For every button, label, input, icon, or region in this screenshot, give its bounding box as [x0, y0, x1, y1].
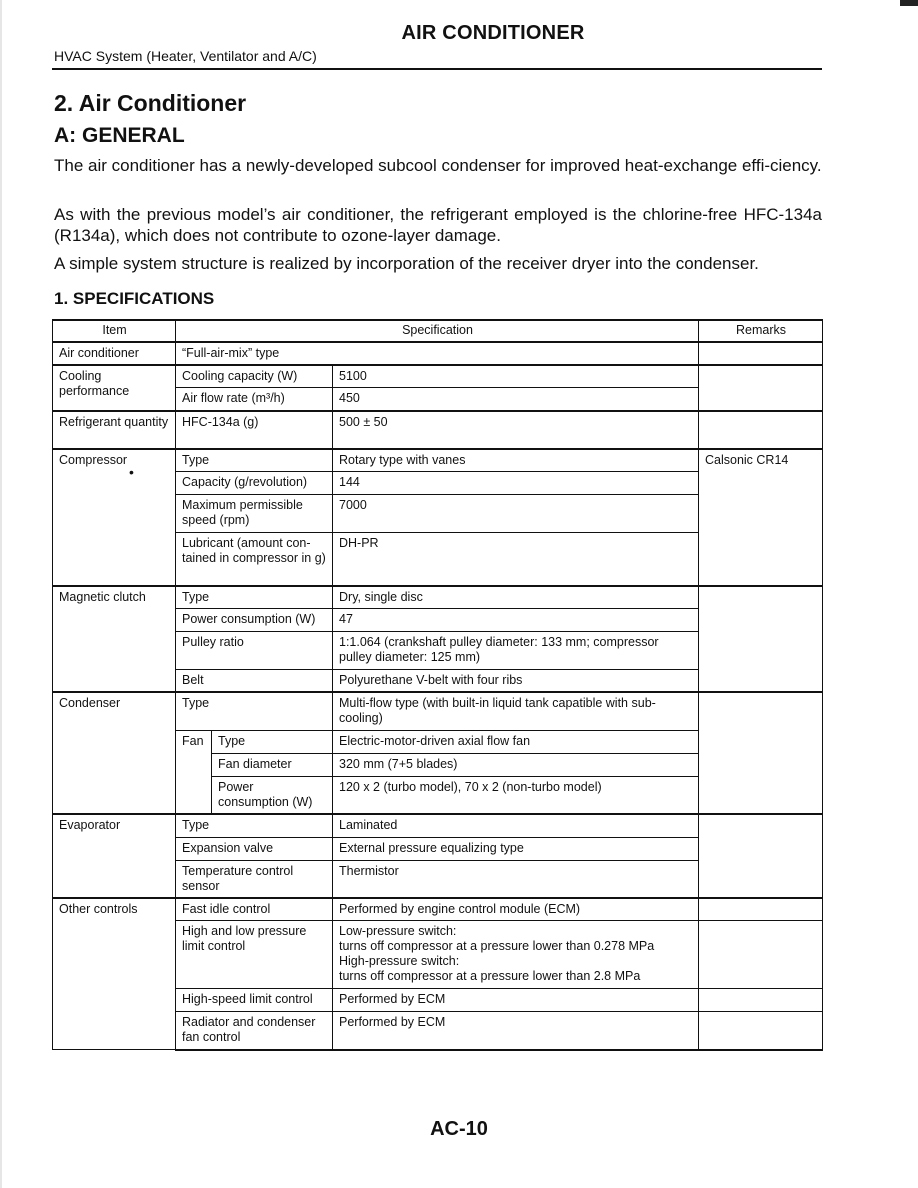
spec-label: Power consumption (W): [176, 609, 333, 632]
spec-value: 1:1.064 (crankshaft pulley diameter: 133 mm; compressor pulley diameter: 125 mm): [333, 632, 699, 670]
header-specification: Specification: [176, 320, 699, 342]
specifications-heading: 1. SPECIFICATIONS: [54, 289, 215, 308]
spec-value: [333, 921, 699, 989]
spec-value: 47: [333, 609, 699, 632]
table-row: [53, 342, 823, 365]
item-label: Compressor: [59, 452, 128, 467]
spec-label: High-speed limit control: [176, 989, 333, 1012]
remarks-cell: [699, 365, 823, 411]
spec-label: Belt: [176, 670, 333, 693]
spec-value: 500 ± 50: [333, 411, 699, 449]
page-title: [0, 22, 918, 45]
spec-value: 7000: [333, 495, 699, 533]
bullet-dot: •: [129, 463, 134, 480]
item-cell: Cooling performance: [53, 365, 176, 411]
spec-label: Pulley ratio: [176, 632, 333, 670]
spec-value: “Full-air-mix” type: [176, 342, 699, 365]
spec-label: Air flow rate (m³/h): [176, 388, 333, 411]
header-item: Item: [53, 320, 176, 342]
spec-value: DH-PR: [333, 533, 699, 586]
remarks-cell: [699, 814, 823, 898]
spec-label: High and low pressure limit control: [176, 921, 333, 989]
spec-label: Maximum permissible speed (rpm): [176, 495, 333, 533]
item-cell: Air conditioner: [53, 342, 176, 365]
table-row: [53, 365, 823, 388]
page-edge-shadow: [0, 0, 2, 1188]
spec-value: Multi-flow type (with built-in liquid tank capatible with sub-cooling): [333, 692, 699, 730]
pressure-line-1: Low-pressure switch:: [339, 924, 457, 938]
corner-mark: [900, 0, 918, 6]
item-cell: Other controls: [53, 898, 176, 1050]
table-header-row: [53, 320, 823, 342]
section-heading: 2. Air Conditioner: [54, 90, 247, 116]
remarks-cell: Calsonic CR14: [699, 449, 823, 586]
spec-value: 120 x 2 (turbo model), 70 x 2 (non-turbo model): [333, 776, 699, 814]
spec-value: Rotary type with vanes: [333, 449, 699, 472]
spec-value: 144: [333, 472, 699, 495]
spec-value: Performed by ECM: [333, 1012, 699, 1050]
remarks-cell: [699, 342, 823, 365]
spec-label: Fast idle control: [176, 898, 333, 921]
table-row: [53, 411, 823, 449]
spec-label: Fan diameter: [212, 753, 333, 776]
spec-label: Type: [176, 814, 333, 837]
page-number: AC-10: [430, 1118, 488, 1140]
spec-value: 5100: [333, 365, 699, 388]
page-title-text: AIR CONDITIONER: [401, 22, 585, 44]
spec-label: Type: [176, 586, 333, 609]
table-row: [53, 814, 823, 837]
spec-value: 320 mm (7+5 blades): [333, 753, 699, 776]
spec-value: Dry, single disc: [333, 586, 699, 609]
spec-value: Polyurethane V-belt with four ribs: [333, 670, 699, 693]
item-cell: Condenser: [53, 692, 176, 814]
pressure-line-4: turns off compressor at a pressure lower than 2.8 MPa: [339, 969, 641, 983]
spec-value: Thermistor: [333, 860, 699, 898]
remarks-cell: [699, 898, 823, 921]
item-cell: Evaporator: [53, 814, 176, 898]
spec-label: Lubricant (amount con-tained in compressor in g): [176, 533, 333, 586]
table-row: [53, 449, 823, 472]
remarks-cell: [699, 989, 823, 1012]
header-rule: [52, 68, 822, 70]
spec-label: Expansion valve: [176, 837, 333, 860]
spec-label: Fan: [176, 730, 212, 814]
pressure-line-2: turns off compressor at a pressure lower than 0.278 MPa: [339, 939, 655, 953]
remarks-cell: [699, 1012, 823, 1050]
spec-value: 450: [333, 388, 699, 411]
spec-label: Cooling capacity (W): [176, 365, 333, 388]
remarks-cell: [699, 921, 823, 989]
table-row: [53, 692, 823, 730]
paragraph-1: The air conditioner has a newly-developed subcool condenser for improved heat-exchange effi-ciency.: [54, 156, 822, 175]
table-row: [53, 898, 823, 921]
pressure-line-3: High-pressure switch:: [339, 954, 460, 968]
spec-value: Electric-motor-driven axial flow fan: [333, 730, 699, 753]
spec-value: External pressure equalizing type: [333, 837, 699, 860]
spec-label: Type: [176, 449, 333, 472]
table-row: [53, 586, 823, 609]
remarks-cell: [699, 411, 823, 449]
spec-label: Type: [176, 692, 333, 730]
spec-label: Capacity (g/revolution): [176, 472, 333, 495]
spec-value: Laminated: [333, 814, 699, 837]
paragraph-3: A simple system structure is realized by incorporation of the receiver dryer into the condenser.: [54, 254, 759, 273]
header-remarks: Remarks: [699, 320, 823, 342]
item-cell: Magnetic clutch: [53, 586, 176, 693]
spec-label: Type: [212, 730, 333, 753]
specifications-table: [52, 319, 823, 1051]
spec-label: Radiator and condenser fan control: [176, 1012, 333, 1050]
section-subheading: A: GENERAL: [54, 124, 185, 147]
item-cell: Refrigerant quantity: [53, 411, 176, 449]
page-subtitle: HVAC System (Heater, Ventilator and A/C): [54, 48, 317, 64]
remarks-cell: [699, 692, 823, 814]
spec-value: Performed by ECM: [333, 989, 699, 1012]
paragraph-2: As with the previous model’s air conditioner, the refrigerant employed is the chlorine-free HFC-134a (R134a), which does not contribute to ozone-layer damage.: [54, 205, 822, 245]
spec-value: Performed by engine control module (ECM): [333, 898, 699, 921]
remarks-cell: [699, 586, 823, 693]
item-cell: [53, 449, 176, 586]
spec-label: Temperature control sensor: [176, 860, 333, 898]
spec-label: Power consumption (W): [212, 776, 333, 814]
spec-label: HFC-134a (g): [176, 411, 333, 449]
